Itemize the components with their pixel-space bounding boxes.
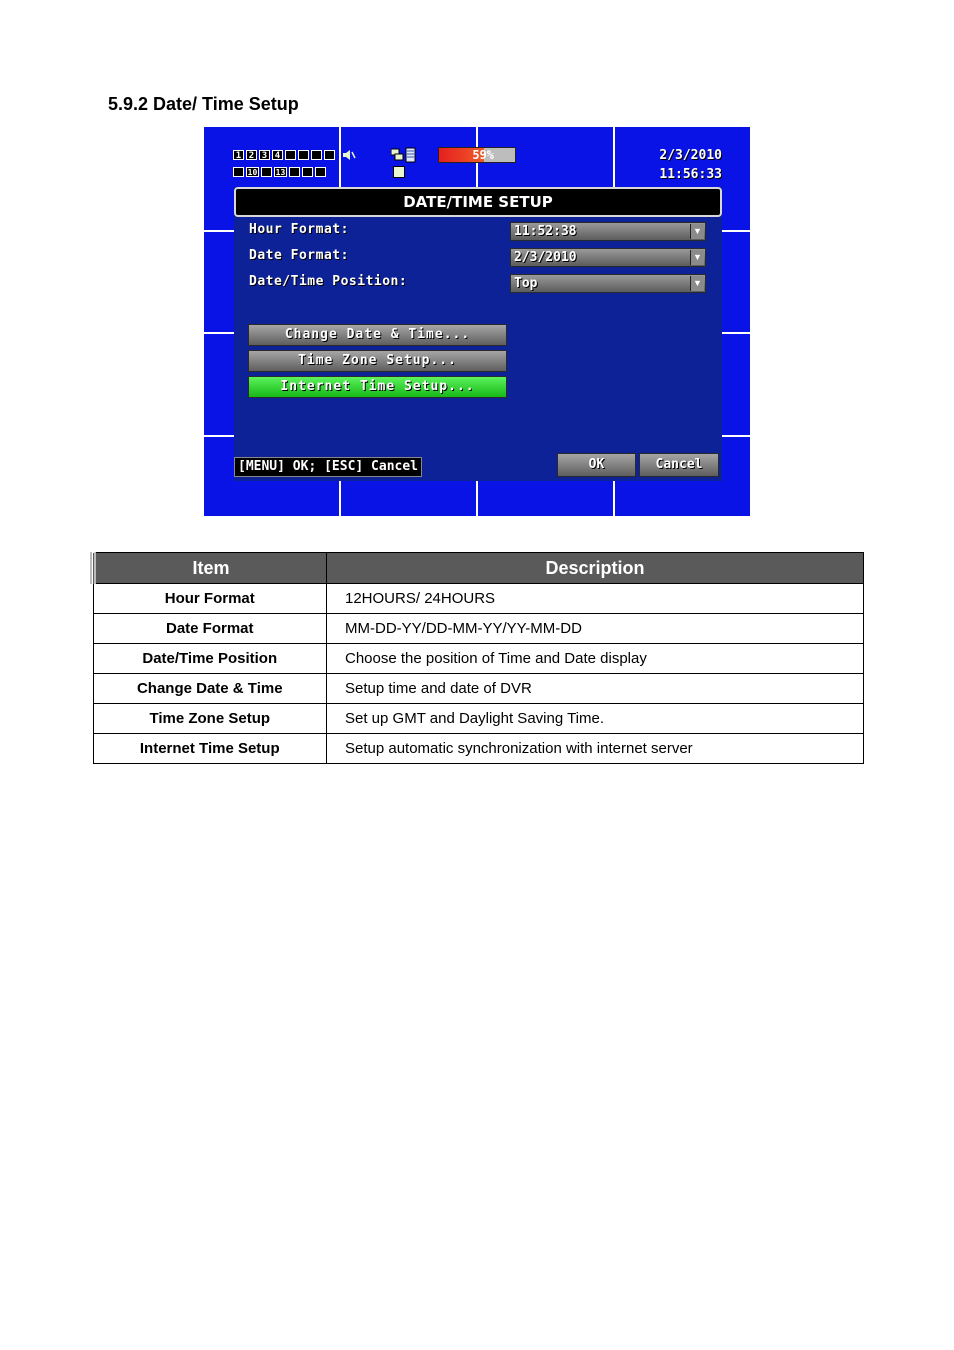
ok-button[interactable]: OK [557, 453, 636, 477]
date-format-label: Date Format: [249, 248, 349, 263]
hdd-usage-bar [438, 147, 516, 163]
table-row [93, 614, 864, 644]
camera-indicators-row-2 [233, 167, 326, 177]
camera-indicator: 10 [247, 168, 258, 177]
description-cell: MM-DD-YY/DD-MM-YY/YY-MM-DD [327, 614, 864, 644]
camera-indicator [315, 167, 326, 177]
date-format-value: 2/3/2010 [514, 250, 577, 265]
camera-indicator [285, 150, 296, 160]
camera-indicator: 1 [233, 150, 244, 160]
description-table [90, 552, 864, 764]
table-row [93, 704, 864, 734]
description-cell: Setup time and date of DVR [327, 674, 864, 704]
network-icon [391, 147, 417, 163]
status-bar [204, 127, 750, 187]
hdd-usage-label: 59% [472, 148, 494, 162]
hour-format-label: Hour Format: [249, 222, 349, 237]
table-row [93, 734, 864, 764]
dropdown-arrow-icon[interactable]: ▼ [690, 276, 704, 291]
description-cell: Set up GMT and Daylight Saving Time. [327, 704, 864, 734]
item-cell: Internet Time Setup [93, 734, 327, 764]
disk-icon [393, 166, 405, 178]
dropdown-arrow-icon[interactable]: ▼ [690, 250, 704, 265]
table-row [93, 584, 864, 614]
dialog-title: DATE/TIME SETUP [234, 187, 722, 217]
camera-indicator [324, 150, 335, 160]
hour-format-select[interactable] [510, 222, 706, 241]
dvr-screenshot [204, 127, 750, 516]
item-cell: Date/Time Position [93, 644, 327, 674]
table-row [93, 674, 864, 704]
camera-indicators-row-1 [233, 150, 335, 160]
camera-indicator: 3 [259, 150, 270, 160]
change-date-time-button[interactable]: Change Date & Time... [248, 324, 507, 346]
date-time-position-label: Date/Time Position: [249, 274, 408, 289]
item-cell: Change Date & Time [93, 674, 327, 704]
hour-format-value: 11:52:38 [514, 224, 577, 239]
internet-time-setup-button[interactable]: Internet Time Setup... [248, 376, 507, 398]
date-format-select[interactable] [510, 248, 706, 267]
camera-indicator [298, 150, 309, 160]
time-display: 11:56:33 [659, 167, 722, 182]
column-header-item: Item [93, 553, 327, 584]
date-display: 2/3/2010 [659, 148, 722, 163]
description-cell: Choose the position of Time and Date display [327, 644, 864, 674]
table-header-row [93, 553, 864, 584]
camera-indicator: 13 [275, 168, 286, 177]
datetime-display [659, 146, 722, 184]
date-time-position-value: Top [514, 276, 538, 291]
date-time-setup-dialog [234, 187, 722, 481]
camera-indicator [302, 167, 313, 177]
camera-indicator: 4 [272, 150, 283, 160]
column-header-description: Description [327, 553, 864, 584]
description-cell: Setup automatic synchronization with internet server [327, 734, 864, 764]
date-time-position-select[interactable] [510, 274, 706, 293]
camera-indicator [311, 150, 322, 160]
section-heading: 5.9.2 Date/ Time Setup [108, 94, 299, 114]
audio-icon [342, 148, 356, 162]
camera-indicator [233, 167, 244, 177]
dropdown-arrow-icon[interactable]: ▼ [690, 224, 704, 239]
item-cell: Time Zone Setup [93, 704, 327, 734]
item-cell: Date Format [93, 614, 327, 644]
camera-indicator [261, 167, 272, 177]
camera-indicator: 2 [246, 150, 257, 160]
table-row [93, 644, 864, 674]
key-hint: [MENU] OK; [ESC] Cancel [234, 457, 422, 477]
item-cell: Hour Format [93, 584, 327, 614]
description-cell: 12HOURS/ 24HOURS [327, 584, 864, 614]
cancel-button[interactable]: Cancel [639, 453, 719, 477]
time-zone-setup-button[interactable]: Time Zone Setup... [248, 350, 507, 372]
camera-indicator [289, 167, 300, 177]
